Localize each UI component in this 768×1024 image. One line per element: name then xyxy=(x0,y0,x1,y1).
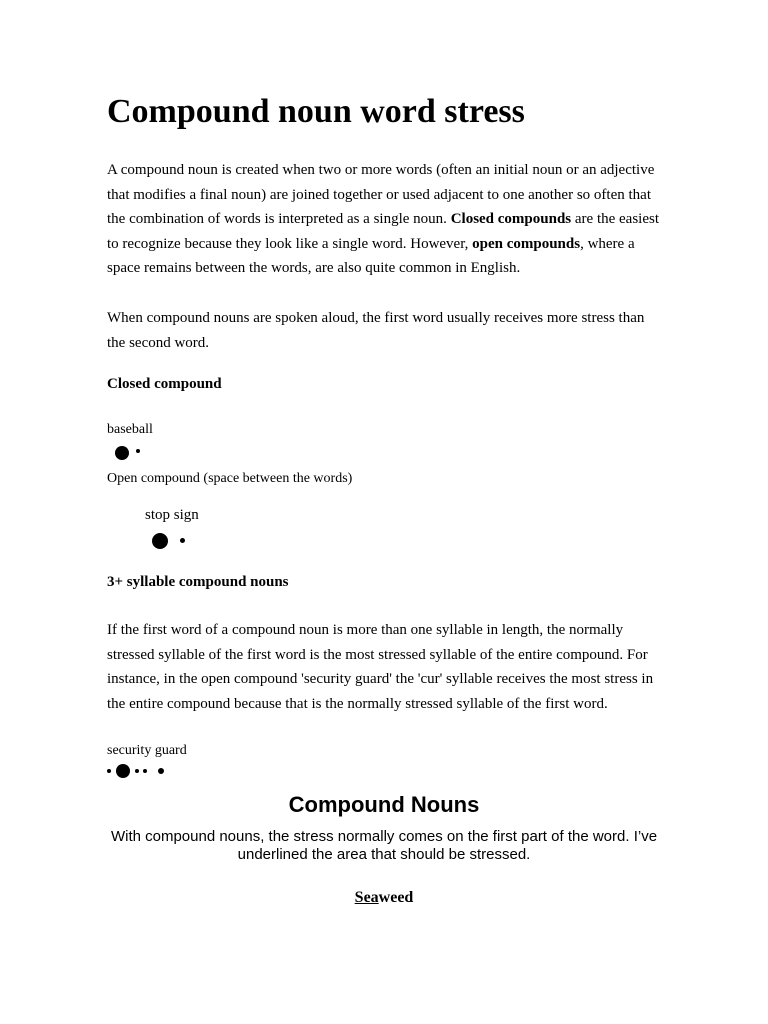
three-plus-line: instance, in the open compound 'security guard' the 'cur' syllable receives the most stress in xyxy=(107,671,654,688)
compound-nouns-line: With compound nouns, the stress normally comes on the first part of the word. I’ve xyxy=(110,828,658,845)
stressed-part: Sea xyxy=(354,889,379,906)
stress-dot-small xyxy=(135,769,139,773)
stress-line: the second word. xyxy=(107,334,210,351)
intro-line xyxy=(107,232,667,257)
unstressed-part: weed xyxy=(378,889,414,906)
intro-paragraph xyxy=(107,158,667,281)
seaweed-example xyxy=(0,889,768,907)
stress-dot-medium xyxy=(158,768,164,774)
baseball-example: baseball xyxy=(107,422,153,437)
stress-dot-small xyxy=(180,538,185,543)
stop-sign-example: stop sign xyxy=(145,507,199,523)
three-plus-line: the entire compound because that is the normally stressed syllable of the first word. xyxy=(107,695,608,712)
compound-nouns-line: underlined the area that should be stressed. xyxy=(237,846,531,863)
stress-dot-small xyxy=(107,769,111,773)
stress-paragraph xyxy=(107,306,667,355)
stress-dot-large xyxy=(115,446,129,460)
closed-compounds-term: Closed compounds xyxy=(450,211,572,228)
three-plus-heading: 3+ syllable compound nouns xyxy=(107,574,289,590)
stress-dot-large xyxy=(152,533,168,549)
three-plus-paragraph xyxy=(107,618,667,716)
intro-line: A compound noun is created when two or more words (often an initial noun or an adjective xyxy=(107,162,655,178)
intro-text: the combination of words is interpreted as a single noun. xyxy=(107,211,451,228)
stress-dot-small xyxy=(136,449,140,453)
three-plus-line: stressed syllable of the first word is the most stressed syllable of the entire compound. For xyxy=(107,646,648,663)
stress-dot-large xyxy=(116,764,130,778)
three-plus-line: If the first word of a compound noun is more than one syllable in length, the normally xyxy=(107,622,624,638)
security-guard-example: security guard xyxy=(107,743,187,758)
stress-dot-small xyxy=(143,769,147,773)
open-compounds-term: open compounds xyxy=(472,235,581,252)
intro-line: that modifies a final noun) are joined together or used adjacent to one another so often that xyxy=(107,186,651,203)
compound-nouns-heading: Compound Nouns xyxy=(288,792,480,817)
open-compound-label: Open compound (space between the words) xyxy=(107,471,353,486)
intro-text: to recognize because they look like a single word. However, xyxy=(107,235,473,252)
intro-text: are the easiest xyxy=(571,211,660,228)
intro-line: space remains between the words, are also quite common in English. xyxy=(107,260,521,277)
stress-line: When compound nouns are spoken aloud, the first word usually receives more stress than xyxy=(107,310,645,326)
closed-compound-heading: Closed compound xyxy=(107,376,222,392)
intro-text: , where a xyxy=(580,235,635,252)
intro-line xyxy=(107,207,667,232)
page-title: Compound noun word stress xyxy=(107,93,525,130)
